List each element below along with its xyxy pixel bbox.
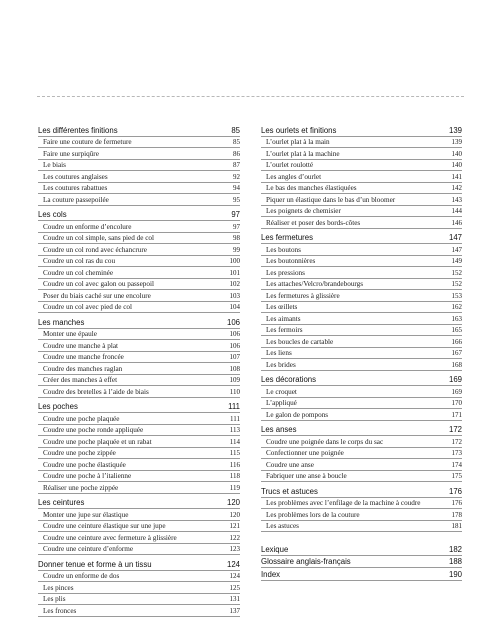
toc-entry <box>261 336 462 348</box>
section-heading-label: Trucs et astuces <box>261 486 318 496</box>
section-heading <box>38 124 240 137</box>
toc-entry-label: Les problèmes lors de la couture <box>266 510 360 519</box>
toc-entry-label: Coudre des manches raglan <box>43 364 123 373</box>
toc-entry-page: 153 <box>451 291 462 300</box>
toc-entry-label: Les boutonnières <box>266 257 316 265</box>
toc-entry-page: 139 <box>451 138 462 146</box>
section-heading-label: Les différentes finitions <box>38 125 118 135</box>
toc-extra-lexique <box>261 543 462 556</box>
toc-entry-page: 99 <box>233 245 240 254</box>
toc-entry-label: Coudre une poche élastiquée <box>43 460 126 469</box>
toc-entry <box>38 183 240 195</box>
toc-entry-page: 97 <box>233 222 240 231</box>
section-heading-label: Les cols <box>38 210 67 219</box>
toc-entry-label: Les fermetures à glissière <box>266 291 340 300</box>
section-heading-page: 111 <box>228 402 240 411</box>
section-heading-page: 169 <box>448 375 462 384</box>
toc-entry-label: Les attaches/Velcro/brandebourgs <box>266 280 364 288</box>
toc-entry <box>261 398 462 410</box>
toc-section-les-decorations <box>261 374 462 421</box>
toc-entry <box>38 544 240 556</box>
toc-right-column <box>261 124 462 581</box>
toc-entry-label: Coudre une poche ronde appliquée <box>43 426 144 434</box>
toc-entry <box>261 137 462 149</box>
toc-entry-page: 140 <box>451 149 462 158</box>
toc-entry-label: Les aimants <box>266 314 301 323</box>
toc-entry <box>38 605 240 617</box>
toc-entry-page: 144 <box>451 207 462 215</box>
toc-entry-label: Coudre une poche plaquée <box>43 414 120 423</box>
toc-entry-page: 104 <box>229 303 240 311</box>
toc-entry <box>38 329 240 341</box>
toc-entry-label: Les angles d’ourlet <box>266 172 322 181</box>
toc-entry-page: 120 <box>229 510 240 519</box>
toc-entry-page: 98 <box>233 234 240 242</box>
toc-entry <box>261 160 462 172</box>
section-heading-page: 172 <box>448 425 462 434</box>
section-heading-page: 147 <box>448 233 462 242</box>
toc-entry-label: Coudre une poche à l’italienne <box>43 472 132 480</box>
toc-entry-label: Confectionner une poignée <box>266 449 344 457</box>
toc-entry-label: Le biais <box>43 161 66 169</box>
section-heading <box>38 497 240 510</box>
toc-entry <box>261 279 462 291</box>
toc-entry <box>261 171 462 183</box>
toc-entry <box>38 148 240 160</box>
toc-entry-label: Piquer un élastique dans le bas d’un bloomer <box>266 195 396 204</box>
toc-section-les-manches <box>38 316 240 398</box>
toc-entry <box>261 521 462 533</box>
toc-entry-label: L’ourlet plat à la machine <box>266 149 340 158</box>
section-heading-label: Les poches <box>38 402 78 411</box>
toc-entry-label: Coudre une ceinture élastique sur une jupe <box>43 522 166 530</box>
toc-entry-page: 109 <box>229 376 240 384</box>
toc-entry <box>38 482 240 494</box>
section-heading <box>261 485 462 498</box>
toc-entry <box>261 348 462 360</box>
toc-entry-page: 141 <box>451 172 462 181</box>
toc-entry <box>38 171 240 183</box>
section-heading-label: Donner tenue et forme à un tissu <box>38 559 152 569</box>
toc-entry-label: Les pressions <box>266 268 305 277</box>
toc-entry-page: 113 <box>229 426 240 434</box>
toc-entry-page: 131 <box>229 595 240 603</box>
toc-entry-label: Coudre une manche froncée <box>43 353 124 361</box>
toc-entry <box>261 459 462 471</box>
toc-entry-label: Coudre une anse <box>266 460 314 469</box>
section-heading-label: Les manches <box>38 317 85 327</box>
section-heading-page: 139 <box>448 125 462 135</box>
toc-entry-page: 114 <box>229 437 240 446</box>
toc-entry <box>261 509 462 521</box>
toc-entry <box>38 532 240 544</box>
toc-entry-page: 107 <box>229 353 240 361</box>
toc-entry <box>38 436 240 448</box>
toc-entry-page: 92 <box>233 172 240 181</box>
toc-entry-label: Les pinces <box>43 583 74 592</box>
toc-entry-label: Coudre un enforme de dos <box>43 572 120 580</box>
toc-entry-label: Coudre un col rond avec échancrure <box>43 245 147 254</box>
section-heading <box>261 232 462 245</box>
toc-entry-label: Faire une surpiqûre <box>43 149 99 158</box>
toc-entry <box>38 194 240 206</box>
toc-entry <box>261 313 462 325</box>
toc-entry <box>38 521 240 533</box>
toc-entry-page: 147 <box>451 245 462 254</box>
toc-entry <box>38 375 240 387</box>
toc-entry <box>38 448 240 460</box>
toc-entry-page: 121 <box>229 522 240 530</box>
toc-entry-label: Les liens <box>266 349 292 357</box>
section-heading <box>38 401 240 414</box>
toc-entry-label: Réaliser et poser des bords-côtes <box>266 218 361 227</box>
toc-entry-page: 103 <box>229 291 240 300</box>
toc-entry-page: 108 <box>229 364 240 373</box>
toc-entry-page: 94 <box>233 184 240 192</box>
toc-entry-label: Les coutures rabattues <box>43 184 108 192</box>
section-heading-page: 85 <box>231 125 240 135</box>
toc-entry <box>38 302 240 314</box>
toc-entry-page: 162 <box>451 303 462 311</box>
toc-entry <box>38 425 240 437</box>
toc-entry-page: 95 <box>233 195 240 204</box>
toc-entry <box>38 290 240 302</box>
toc-entry-label: Créer des manches à effet <box>43 376 118 384</box>
toc-extra-index <box>261 568 462 581</box>
toc-extra-glossaire-anglais-francais-page: 188 <box>448 557 462 566</box>
toc-extra-index-page: 190 <box>448 569 462 579</box>
toc-entry <box>38 413 240 425</box>
toc-entry-label: Coudre des bretelles à l’aide de biais <box>43 387 149 396</box>
toc-entry <box>38 363 240 375</box>
toc-entry-page: 137 <box>229 606 240 615</box>
section-heading-page: 97 <box>231 210 240 219</box>
toc-left-column <box>38 124 240 620</box>
toc-entry-label: Le bas des manches élastiquées <box>266 184 357 192</box>
toc-entry-page: 170 <box>451 399 462 407</box>
section-heading-page: 176 <box>448 486 462 496</box>
toc-entry-label: Réaliser une poche zippée <box>43 483 119 492</box>
toc-entry-page: 166 <box>451 337 462 346</box>
toc-entry <box>38 386 240 398</box>
toc-entry <box>261 290 462 302</box>
toc-entry <box>261 217 462 229</box>
toc-extra-glossaire-anglais-francais <box>261 556 462 569</box>
toc-entry <box>38 594 240 606</box>
toc-entry <box>261 471 462 483</box>
toc-entry-label: Fabriquer une anse à boucle <box>266 472 347 480</box>
toc-entry <box>261 183 462 195</box>
toc-entry <box>38 233 240 245</box>
toc-entry-page: 175 <box>451 472 462 480</box>
toc-section-les-ourlets-et-finitions <box>261 124 462 229</box>
section-heading-label: Les ourlets et finitions <box>261 125 337 135</box>
toc-entry <box>38 256 240 268</box>
toc-entry-label: Les astuces <box>266 522 299 530</box>
section-heading-page: 120 <box>226 498 240 507</box>
section-heading-page: 106 <box>226 317 240 327</box>
toc-entry <box>38 509 240 521</box>
toc-entry-label: Les boutons <box>266 245 301 254</box>
toc-entry-label: L’appliqué <box>266 399 297 407</box>
toc-entry <box>261 448 462 460</box>
toc-entry-label: Coudre un col avec pied de col <box>43 303 133 311</box>
toc-entry-label: Les fronces <box>43 606 77 615</box>
toc-entry <box>38 582 240 594</box>
toc-entry-label: Coudre une poche plaquée et un rabat <box>43 437 152 446</box>
toc-entry <box>261 302 462 314</box>
toc-entry-label: Coudre un col cheminée <box>43 268 114 277</box>
toc-entry-label: Coudre une manche à plat <box>43 341 119 350</box>
toc-entry-page: 116 <box>229 460 240 469</box>
toc-section-trucs-et-astuces <box>261 485 462 532</box>
toc-entry-page: 163 <box>451 314 462 323</box>
toc-entry-label: Coudre un enforme d’encolure <box>43 222 132 231</box>
section-heading-label: Les fermetures <box>261 233 314 242</box>
toc-entry-page: 181 <box>451 522 462 530</box>
section-heading <box>38 558 240 571</box>
toc-entry <box>38 221 240 233</box>
toc-entry-label: Les problèmes avec l’enfilage de la machine à coudre <box>266 499 421 507</box>
toc-extra-glossaire-anglais-francais-label: Glossaire anglais-français <box>261 557 351 566</box>
spacer <box>261 535 462 543</box>
toc-entry-page: 110 <box>229 387 240 396</box>
toc-entry-page: 169 <box>451 387 462 396</box>
toc-entry-label: Les brides <box>266 360 296 369</box>
section-heading-page: 124 <box>226 559 240 569</box>
toc-entry-page: 174 <box>451 460 462 469</box>
section-heading <box>38 209 240 222</box>
toc-section-donner-tenue-et-forme-a-un-tissu <box>38 558 240 617</box>
toc-entry-page: 167 <box>451 349 462 357</box>
toc-entry-label: Les poignets de chemisier <box>266 207 341 215</box>
toc-entry <box>261 244 462 256</box>
toc-entry-label: Poser du biais caché sur une encolure <box>43 291 151 300</box>
toc-section-les-differentes-finitions <box>38 124 240 206</box>
toc-entry <box>38 459 240 471</box>
toc-entry-page: 152 <box>451 268 462 277</box>
toc-entry-page: 143 <box>451 195 462 204</box>
toc-entry <box>261 359 462 371</box>
toc-entry <box>38 244 240 256</box>
toc-entry-page: 115 <box>229 449 240 457</box>
toc-entry <box>38 160 240 172</box>
toc-entry-page: 168 <box>451 360 462 369</box>
toc-entry <box>38 471 240 483</box>
toc-entry-label: Faire une couture de fermeture <box>43 138 132 146</box>
toc-entry-label: Monter une jupe sur élastique <box>43 510 129 519</box>
toc-entry-label: La couture passepoilée <box>43 195 109 204</box>
toc-entry <box>261 436 462 448</box>
toc-entry-page: 87 <box>233 161 240 169</box>
toc-entry-label: Les fermoirs <box>266 326 303 334</box>
section-heading-label: Les décorations <box>261 375 317 384</box>
section-heading <box>261 424 462 437</box>
toc-entry-page: 101 <box>229 268 240 277</box>
toc-entry <box>261 267 462 279</box>
toc-section-les-ceintures <box>38 497 240 556</box>
toc-entry-label: Coudre un col simple, sans pied de col <box>43 234 154 242</box>
toc-entry-label: Coudre un col ras du cou <box>43 257 116 265</box>
toc-entry <box>261 194 462 206</box>
toc-entry-page: 165 <box>451 326 462 334</box>
section-heading <box>261 374 462 387</box>
toc-entry-page: 100 <box>229 257 240 265</box>
toc-entry-page: 146 <box>451 218 462 227</box>
toc-extra-index-label: Index <box>261 569 281 579</box>
toc-entry <box>261 409 462 421</box>
section-heading <box>38 316 240 329</box>
toc-entry-page: 149 <box>451 257 462 265</box>
section-heading-label: Les ceintures <box>38 498 85 507</box>
toc-entry-label: L’ourlet roulotté <box>266 161 314 169</box>
toc-entry-page: 125 <box>229 583 240 592</box>
toc-entry-page: 171 <box>451 410 462 419</box>
toc-entry-page: 173 <box>451 449 462 457</box>
toc-entry-page: 111 <box>230 414 240 423</box>
toc-section-les-anses <box>261 424 462 483</box>
toc-entry <box>38 279 240 291</box>
toc-entry <box>38 137 240 149</box>
toc-entry-label: Le croquet <box>266 387 297 396</box>
toc-entry-page: 140 <box>451 161 462 169</box>
toc-extra-lexique-page: 182 <box>448 544 462 554</box>
toc-entry-page: 85 <box>233 138 240 146</box>
toc-entry-page: 86 <box>233 149 240 158</box>
section-heading <box>261 124 462 137</box>
toc-entry-label: L’ourlet plat à la main <box>266 138 330 146</box>
toc-entry <box>261 206 462 218</box>
toc-extra-lexique-label: Lexique <box>261 544 289 554</box>
toc-entry-label: Coudre une poche zippée <box>43 449 116 457</box>
toc-entry-label: Coudre une ceinture d’enforme <box>43 545 134 553</box>
toc-entry <box>38 571 240 583</box>
toc-entry <box>261 386 462 398</box>
toc-entry-page: 122 <box>229 533 240 542</box>
toc-entry-page: 176 <box>451 499 462 507</box>
toc-entry-page: 106 <box>229 341 240 350</box>
toc-entry-label: Les œillets <box>266 303 298 311</box>
toc-entry <box>38 352 240 364</box>
toc-entry-label: Les coutures anglaises <box>43 172 108 181</box>
toc-entry-page: 106 <box>229 330 240 338</box>
toc-entry <box>261 498 462 510</box>
section-heading-label: Les anses <box>261 425 297 434</box>
toc-entry <box>38 340 240 352</box>
toc-entry <box>261 148 462 160</box>
toc-entry-page: 124 <box>229 572 240 580</box>
toc-section-les-cols <box>38 209 240 314</box>
toc-entry-label: Le galon de pompons <box>266 410 329 419</box>
toc-entry-page: 142 <box>451 184 462 192</box>
toc-entry-label: Coudre un col avec galon ou passepoil <box>43 280 154 288</box>
toc-section-les-poches <box>38 401 240 494</box>
toc-entry-page: 152 <box>451 280 462 288</box>
toc-section-les-fermetures <box>261 232 462 371</box>
toc-entry-page: 178 <box>451 510 462 519</box>
toc-entry-label: Coudre une ceinture avec fermeture à glissière <box>43 533 177 542</box>
top-dashed-rule <box>37 96 464 97</box>
toc-entry-label: Les plis <box>43 595 66 603</box>
toc-entry-page: 102 <box>229 280 240 288</box>
toc-entry-page: 172 <box>451 437 462 446</box>
toc-entry-page: 118 <box>229 472 240 480</box>
toc-entry <box>261 256 462 268</box>
toc-entry-label: Monter une épaule <box>43 330 97 338</box>
toc-entry <box>261 325 462 337</box>
toc-entry-page: 123 <box>229 545 240 553</box>
toc-entry-label: Les boucles de cartable <box>266 337 334 346</box>
toc-entry-page: 119 <box>229 483 240 492</box>
toc-entry-label: Coudre une poignée dans le corps du sac <box>266 437 384 446</box>
toc-entry <box>38 267 240 279</box>
